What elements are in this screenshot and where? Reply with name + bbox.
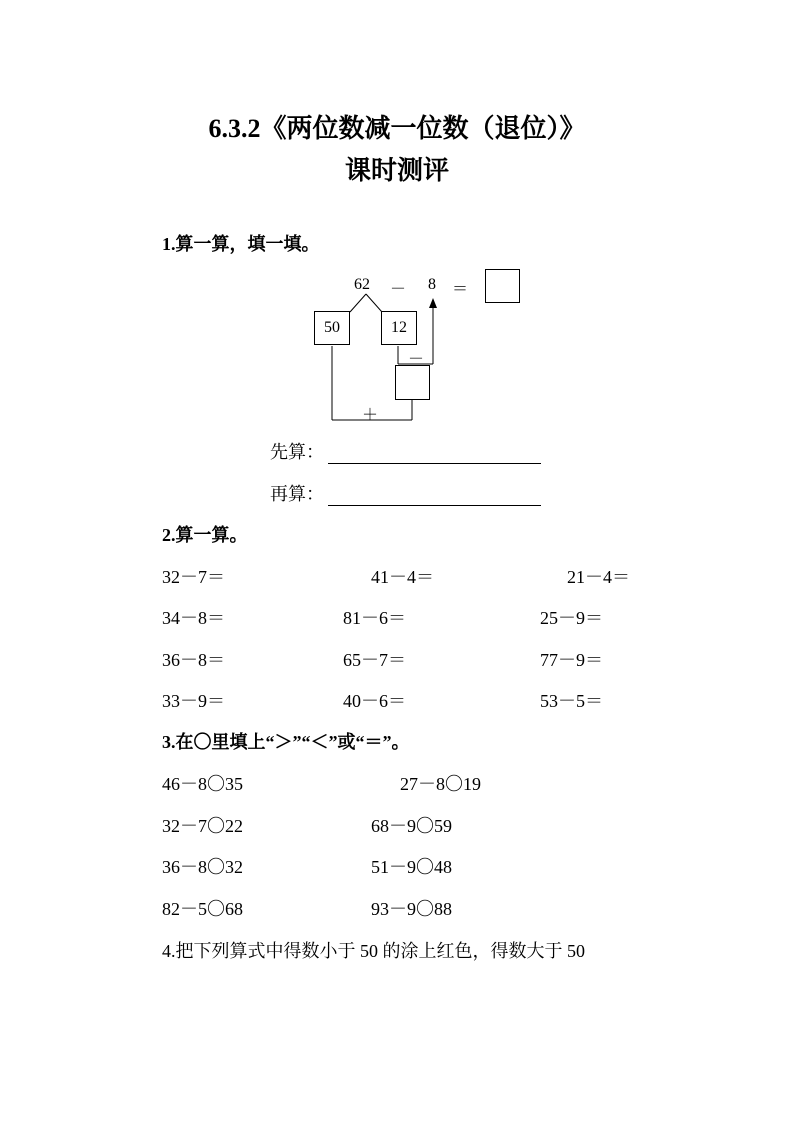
part-a-box: 50 <box>314 311 350 345</box>
q2-item: 32－7＝ <box>162 567 225 587</box>
first-step-blank[interactable] <box>328 445 541 464</box>
q2-item: 53－5＝ <box>540 691 603 711</box>
then-step-blank[interactable] <box>328 487 541 506</box>
minuend: 62 <box>354 276 370 293</box>
then-step-label: 再算： <box>270 484 324 504</box>
first-step-label: 先算： <box>270 442 324 462</box>
q3-item: 51－9〇48 <box>371 857 452 877</box>
q2-item: 21－4＝ <box>567 567 630 587</box>
minus-label: － <box>408 351 425 368</box>
answer-box[interactable] <box>485 269 520 303</box>
q2-item: 34－8＝ <box>162 608 225 628</box>
q4-heading: 4.把下列算式中得数小于 50 的涂上红色，得数大于 50 <box>162 941 585 961</box>
q2-item: 40－6＝ <box>343 691 406 711</box>
q3-heading: 3.在〇里填上“＞”“＜”或“＝”。 <box>162 732 410 752</box>
q2-item: 36－8＝ <box>162 650 225 670</box>
q2-item: 81－6＝ <box>343 608 406 628</box>
q2-item: 77－9＝ <box>540 650 603 670</box>
first-step <box>270 438 541 464</box>
intermediate-box[interactable] <box>395 365 430 400</box>
plus-label: ＋ <box>362 407 379 424</box>
q1-heading: 1.算一算，填一填。 <box>162 234 320 254</box>
q3-item: 93－9〇88 <box>371 899 452 919</box>
q3-item: 46－8〇35 <box>162 774 243 794</box>
q3-item: 32－7〇22 <box>162 816 243 836</box>
then-step <box>270 480 541 506</box>
q2-item: 41－4＝ <box>371 567 434 587</box>
q2-heading: 2.算一算。 <box>162 525 248 545</box>
subtrahend: 8 <box>428 276 436 293</box>
part-b-box: 12 <box>381 311 417 345</box>
page-subtitle: 课时测评 <box>344 156 449 185</box>
equals-sign: ＝ <box>452 281 469 298</box>
q3-item: 68－9〇59 <box>371 816 452 836</box>
q3-item: 82－5〇68 <box>162 899 243 919</box>
q3-item: 36－8〇32 <box>162 857 243 877</box>
q2-item: 25－9＝ <box>540 608 603 628</box>
page-title: 6.3.2《两位数减一位数（退位）》 <box>208 114 586 143</box>
q2-item: 65－7＝ <box>343 650 406 670</box>
q2-item: 33－9＝ <box>162 691 225 711</box>
q3-item: 27－8〇19 <box>400 774 481 794</box>
minus-sign: － <box>390 281 407 298</box>
